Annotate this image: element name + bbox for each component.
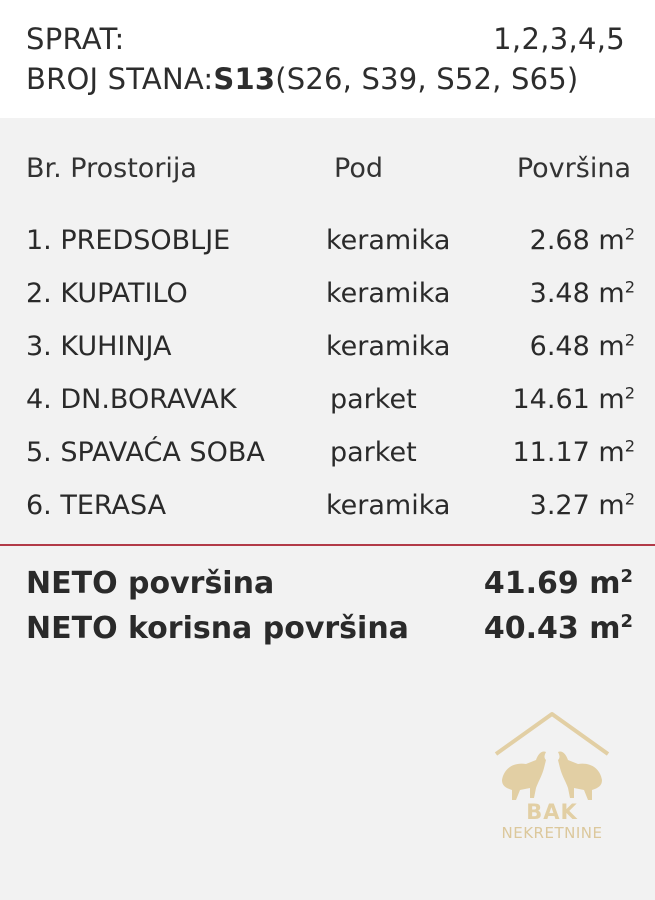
apartment-number: S13 <box>213 62 276 96</box>
room-name: 1. PREDSOBLJE <box>26 225 231 256</box>
logo-brand: BAK <box>526 800 578 824</box>
column-header-floor: Pod <box>334 153 383 184</box>
neto-area-label: NETO površina <box>26 566 275 601</box>
room-floor: keramika <box>326 278 451 309</box>
neto-area-value: 41.69 $m^2$ <box>483 566 633 601</box>
room-floor: keramika <box>326 225 451 256</box>
room-name: 2. KUPATILO <box>26 278 188 309</box>
room-floor: keramika <box>326 331 451 362</box>
room-area: 11.17 $m^2$ <box>512 436 635 468</box>
neto-usable-area-label: NETO korisna površina <box>26 611 409 646</box>
room-floor: parket <box>330 384 417 415</box>
room-name: 4. DN.BORAVAK <box>26 384 237 415</box>
room-floor: parket <box>330 437 417 468</box>
room-name: 6. TERASA <box>26 490 167 521</box>
room-area: 14.61 $m^2$ <box>512 383 635 415</box>
room-floor: keramika <box>326 490 451 521</box>
apartment-label: BROJ STANA: <box>26 62 214 96</box>
divider-line <box>0 544 655 546</box>
column-header-area: Površina <box>516 153 631 184</box>
room-area: 3.48 $m^2$ <box>529 277 635 309</box>
room-area: 3.27 $m^2$ <box>529 489 635 521</box>
apartment-line <box>26 62 578 96</box>
room-area: 6.48 $m^2$ <box>529 330 635 362</box>
room-name: 3. KUHINJA <box>26 331 172 362</box>
header-panel <box>0 0 655 118</box>
logo-subtitle: NEKRETNINE <box>501 824 603 842</box>
room-name: 5. SPAVAĆA SOBA <box>26 437 265 468</box>
floor-value: 1,2,3,4,5 <box>493 22 625 56</box>
room-area: 2.68 $m^2$ <box>529 224 635 256</box>
apartment-others: (S26, S39, S52, S65) <box>275 62 579 96</box>
neto-usable-area-value: 40.43 $m^2$ <box>483 611 633 646</box>
floor-label: SPRAT: <box>26 22 125 56</box>
column-header-room: Br. Prostorija <box>26 153 197 184</box>
